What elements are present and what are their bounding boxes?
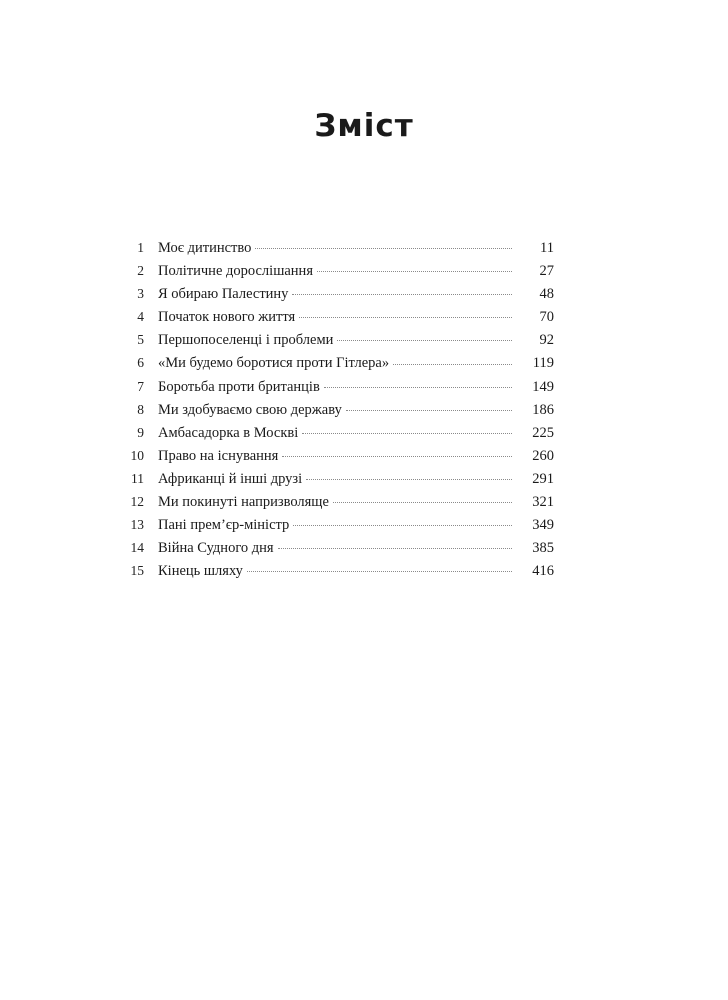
chapter-number: 3 (137, 286, 144, 302)
dot-leader (393, 363, 512, 365)
page-number: 385 (532, 540, 554, 557)
dot-leader (282, 455, 512, 457)
page-number: 70 (539, 309, 554, 326)
toc-entry[interactable] (118, 282, 554, 305)
page-number: 225 (532, 424, 554, 441)
chapter-title: Пані прем’єр-міністр (158, 517, 290, 534)
dot-leader (324, 386, 512, 388)
chapter-number: 14 (130, 540, 144, 556)
chapter-number: 4 (137, 309, 144, 325)
toc-entry[interactable] (118, 398, 554, 421)
page-number: 92 (539, 332, 554, 349)
toc-entry[interactable] (118, 236, 554, 259)
chapter-number: 6 (137, 355, 144, 371)
toc-entry[interactable] (118, 375, 554, 398)
toc-entry[interactable] (118, 444, 554, 467)
toc-entry[interactable] (118, 490, 554, 513)
page-number: 149 (532, 378, 554, 395)
chapter-title: Війна Судного дня (158, 540, 274, 557)
dot-leader (302, 432, 512, 434)
chapter-number: 10 (130, 447, 144, 463)
chapter-number: 13 (130, 517, 144, 533)
chapter-number: 12 (130, 494, 144, 510)
chapter-title: Політичне дорослішання (158, 263, 313, 280)
chapter-number: 9 (137, 424, 144, 440)
dot-leader (293, 524, 512, 526)
chapter-number: 7 (137, 378, 144, 394)
chapter-number: 8 (137, 401, 144, 417)
toc-entry[interactable] (118, 536, 554, 559)
chapter-title: Початок нового життя (158, 309, 296, 326)
dot-leader (333, 501, 512, 503)
page-number: 27 (539, 263, 554, 280)
page-number: 291 (532, 470, 554, 487)
toc-entry[interactable] (118, 513, 554, 536)
chapter-title: Я обираю Палестину (158, 286, 289, 303)
page-number: 349 (532, 517, 554, 534)
toc-entry[interactable] (118, 559, 554, 582)
chapter-title: Амбасадорка в Москві (158, 424, 299, 441)
dot-leader (306, 478, 512, 480)
page-number: 119 (532, 355, 554, 372)
dot-leader (292, 293, 512, 295)
chapter-title: Моє дитинство (158, 240, 252, 256)
toc-entry[interactable] (118, 467, 554, 490)
dot-leader (278, 547, 512, 549)
chapter-number: 11 (131, 470, 144, 486)
chapter-number: 5 (137, 332, 144, 348)
chapter-title: «Ми будемо боротися проти Гітлера» (158, 355, 390, 372)
dot-leader (299, 316, 512, 318)
page-number: 186 (532, 401, 554, 418)
dot-leader (317, 270, 512, 272)
page-number: 321 (532, 494, 554, 511)
chapter-title: Боротьба проти британців (158, 378, 320, 395)
chapter-title: Першопоселенці і проблеми (158, 332, 334, 349)
toc-entry[interactable] (118, 351, 554, 374)
dot-leader (247, 570, 512, 572)
dot-leader (255, 247, 512, 249)
chapter-number: 15 (130, 563, 144, 579)
chapter-title: Африканці й інші друзі (158, 470, 303, 487)
page-number: 416 (532, 563, 554, 580)
chapter-number: 2 (137, 263, 144, 279)
toc-entry[interactable] (118, 328, 554, 351)
toc-entry[interactable] (118, 305, 554, 328)
chapter-title: Ми покинуті напризволяще (158, 494, 329, 511)
dot-leader (337, 339, 512, 341)
page-title: Зміст (314, 108, 414, 144)
table-of-contents (118, 236, 554, 582)
chapter-title: Право на існування (158, 447, 279, 464)
chapter-title: Ми здобуваємо свою державу (158, 401, 342, 418)
page-number: 11 (540, 240, 554, 256)
dot-leader (346, 409, 512, 411)
chapter-title: Кінець шляху (158, 563, 243, 580)
toc-entry[interactable] (118, 421, 554, 444)
page-number: 260 (532, 447, 554, 464)
chapter-number: 1 (137, 240, 144, 255)
toc-entry[interactable] (118, 259, 554, 282)
page-number: 48 (539, 286, 554, 303)
